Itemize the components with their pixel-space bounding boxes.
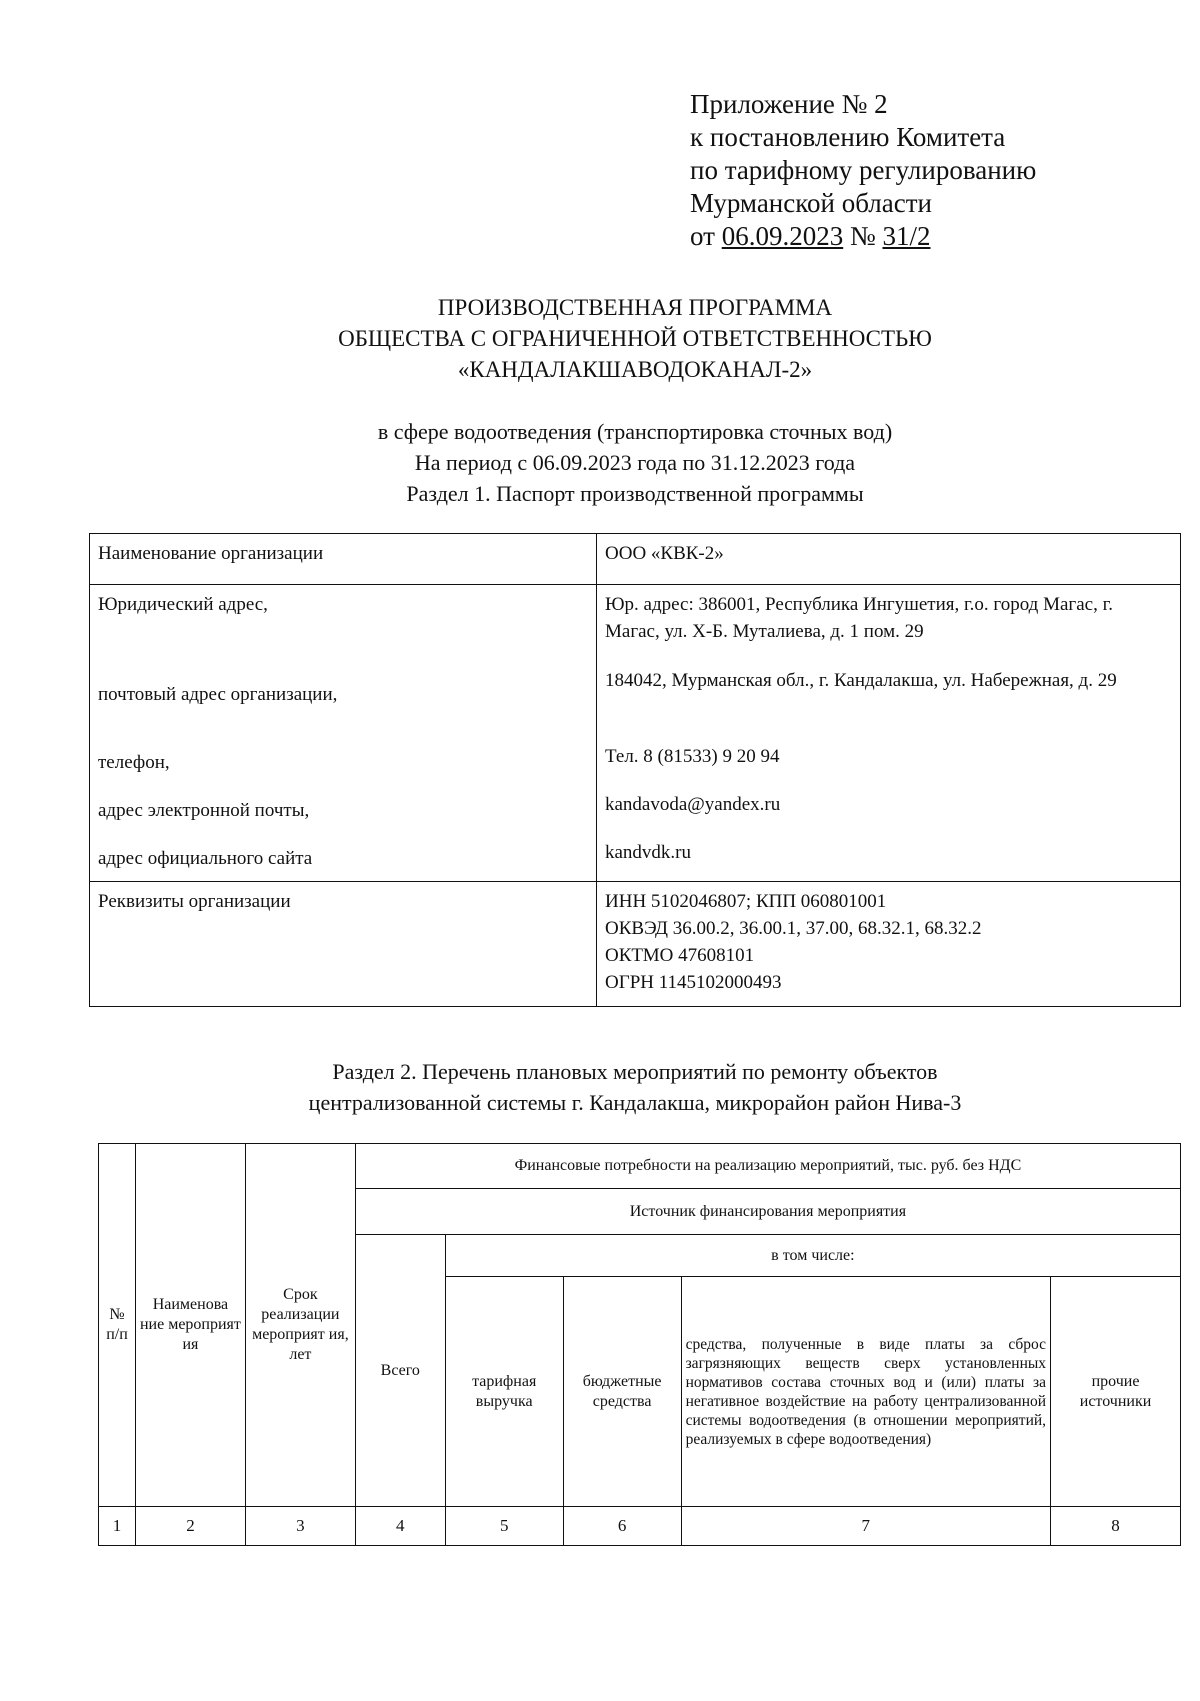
email-label [90, 785, 597, 833]
column-number-cell: 8 [1051, 1507, 1181, 1546]
org-name-label: Наименование организации [90, 534, 597, 585]
including-header: в том числе: [445, 1235, 1180, 1277]
col-fees-header: средства, полученные в виде платы за сброс загрязняющих веществ сверх установленных нормативов состава сточных вод и (или) платы за негативное воздействие на работу централизованной системы водоотведения (в отношении мероприятий, реализуемых в сфере водоотведения) [681, 1277, 1050, 1507]
col-term-header: Срок реализации мероприят ия, лет [245, 1144, 355, 1507]
column-number-cell: 6 [563, 1507, 681, 1546]
financial-needs-header: Финансовые потребности на реализацию мероприятий, тыс. руб. без НДС [355, 1144, 1180, 1189]
appendix-line-2: к постановлению Комитета [690, 122, 1006, 152]
appendix-line-1: Приложение № 2 [690, 89, 888, 119]
passport-row-legal [90, 585, 1181, 662]
section1-heading: Раздел 1. Паспорт производственной программы [406, 481, 864, 506]
email-value: kandavoda@yandex.ru [597, 785, 1181, 833]
program-subtitle [90, 416, 1180, 509]
program-title [90, 292, 1180, 385]
appendix-number-prefix: № [843, 221, 883, 251]
org-name-value: ООО «КВК-2» [597, 534, 1181, 585]
subtitle-period: На период с 06.09.2023 года по 31.12.2023 года [414, 450, 856, 475]
events-table [98, 1143, 1181, 1546]
appendix-line-3: по тарифному регулированию [690, 155, 1037, 185]
requisites-label: Реквизиты организации [90, 882, 597, 1007]
column-numbers-row [99, 1507, 1181, 1546]
requisites-value [597, 882, 1181, 1007]
title-line-3: «КАНДАЛАКШАВОДОКАНАЛ-2» [457, 357, 813, 382]
passport-row-email [90, 785, 1181, 833]
column-number-cell: 2 [135, 1507, 245, 1546]
col-name-header: Наименова ние мероприят ия [135, 1144, 245, 1507]
postal-address-label [90, 661, 597, 737]
section2-heading [90, 1056, 1180, 1118]
passport-row-phone [90, 737, 1181, 785]
column-number-cell: 3 [245, 1507, 355, 1546]
legal-address-label: Юридический адрес, [90, 585, 597, 662]
events-header-row-1 [99, 1144, 1181, 1189]
passport-row-requisites [90, 882, 1181, 1007]
subtitle-sphere: в сфере водоотведения (транспортировка сточных вод) [377, 419, 893, 444]
passport-table [89, 533, 1181, 1007]
appendix-date-line [690, 220, 1036, 253]
passport-row-postal [90, 661, 1181, 737]
site-label-text: адрес официального сайта [98, 848, 313, 869]
postal-address-value: 184042, Мурманская обл., г. Кандалакша, ул. Набережная, д. 29 [597, 661, 1181, 737]
section2-line-2: централизованной системы г. Кандалакша, микрорайон район Нива-3 [308, 1090, 962, 1115]
title-line-1: ПРОИЗВОДСТВЕННАЯ ПРОГРАММА [437, 295, 833, 320]
col-budget-header: бюджетные средства [563, 1277, 681, 1507]
site-value: kandvdk.ru [597, 833, 1181, 882]
appendix-header [690, 88, 1036, 253]
site-label [90, 833, 597, 882]
requisites-ogrn: ОГРН 1145102000493 [605, 972, 782, 993]
column-number-cell: 5 [445, 1507, 563, 1546]
appendix-line-4: Мурманской области [690, 188, 932, 218]
postal-address-label-text: почтовый адрес организации, [98, 684, 338, 705]
column-number-cell: 7 [681, 1507, 1050, 1546]
passport-row-org [90, 534, 1181, 585]
col-total-header: Всего [355, 1235, 445, 1507]
appendix-number: 31/2 [882, 221, 931, 251]
financing-source-header: Источник финансирования мероприятия [355, 1189, 1180, 1235]
requisites-inn: ИНН 5102046807; КПП 060801001 [605, 891, 887, 912]
passport-row-site [90, 833, 1181, 882]
column-number-cell: 1 [99, 1507, 136, 1546]
section2-line-1: Раздел 2. Перечень плановых мероприятий по ремонту объектов [332, 1059, 938, 1084]
legal-address-value: Юр. адрес: 386001, Республика Ингушетия, г.о. город Магас, г. Магас, ул. Х-Б. Муталиева, д. 1 пом. 29 [597, 585, 1181, 662]
phone-label [90, 737, 597, 785]
appendix-date-prefix: от [690, 221, 722, 251]
requisites-oktmo: ОКТМО 47608101 [605, 945, 755, 966]
col-tariff-header: тарифная выручка [445, 1277, 563, 1507]
col-number-header: № п/п [99, 1144, 136, 1507]
col-other-header: прочие источники [1051, 1277, 1181, 1507]
phone-value: Тел. 8 (81533) 9 20 94 [597, 737, 1181, 785]
requisites-okved: ОКВЭД 36.00.2, 36.00.1, 37.00, 68.32.1, 68.32.2 [605, 918, 982, 939]
appendix-date: 06.09.2023 [721, 221, 844, 251]
phone-label-text: телефон, [98, 752, 170, 773]
column-number-cell: 4 [355, 1507, 445, 1546]
title-line-2: ОБЩЕСТВА С ОГРАНИЧЕННОЙ ОТВЕТСТВЕННОСТЬЮ [338, 326, 932, 351]
email-label-text: адрес электронной почты, [98, 800, 310, 821]
